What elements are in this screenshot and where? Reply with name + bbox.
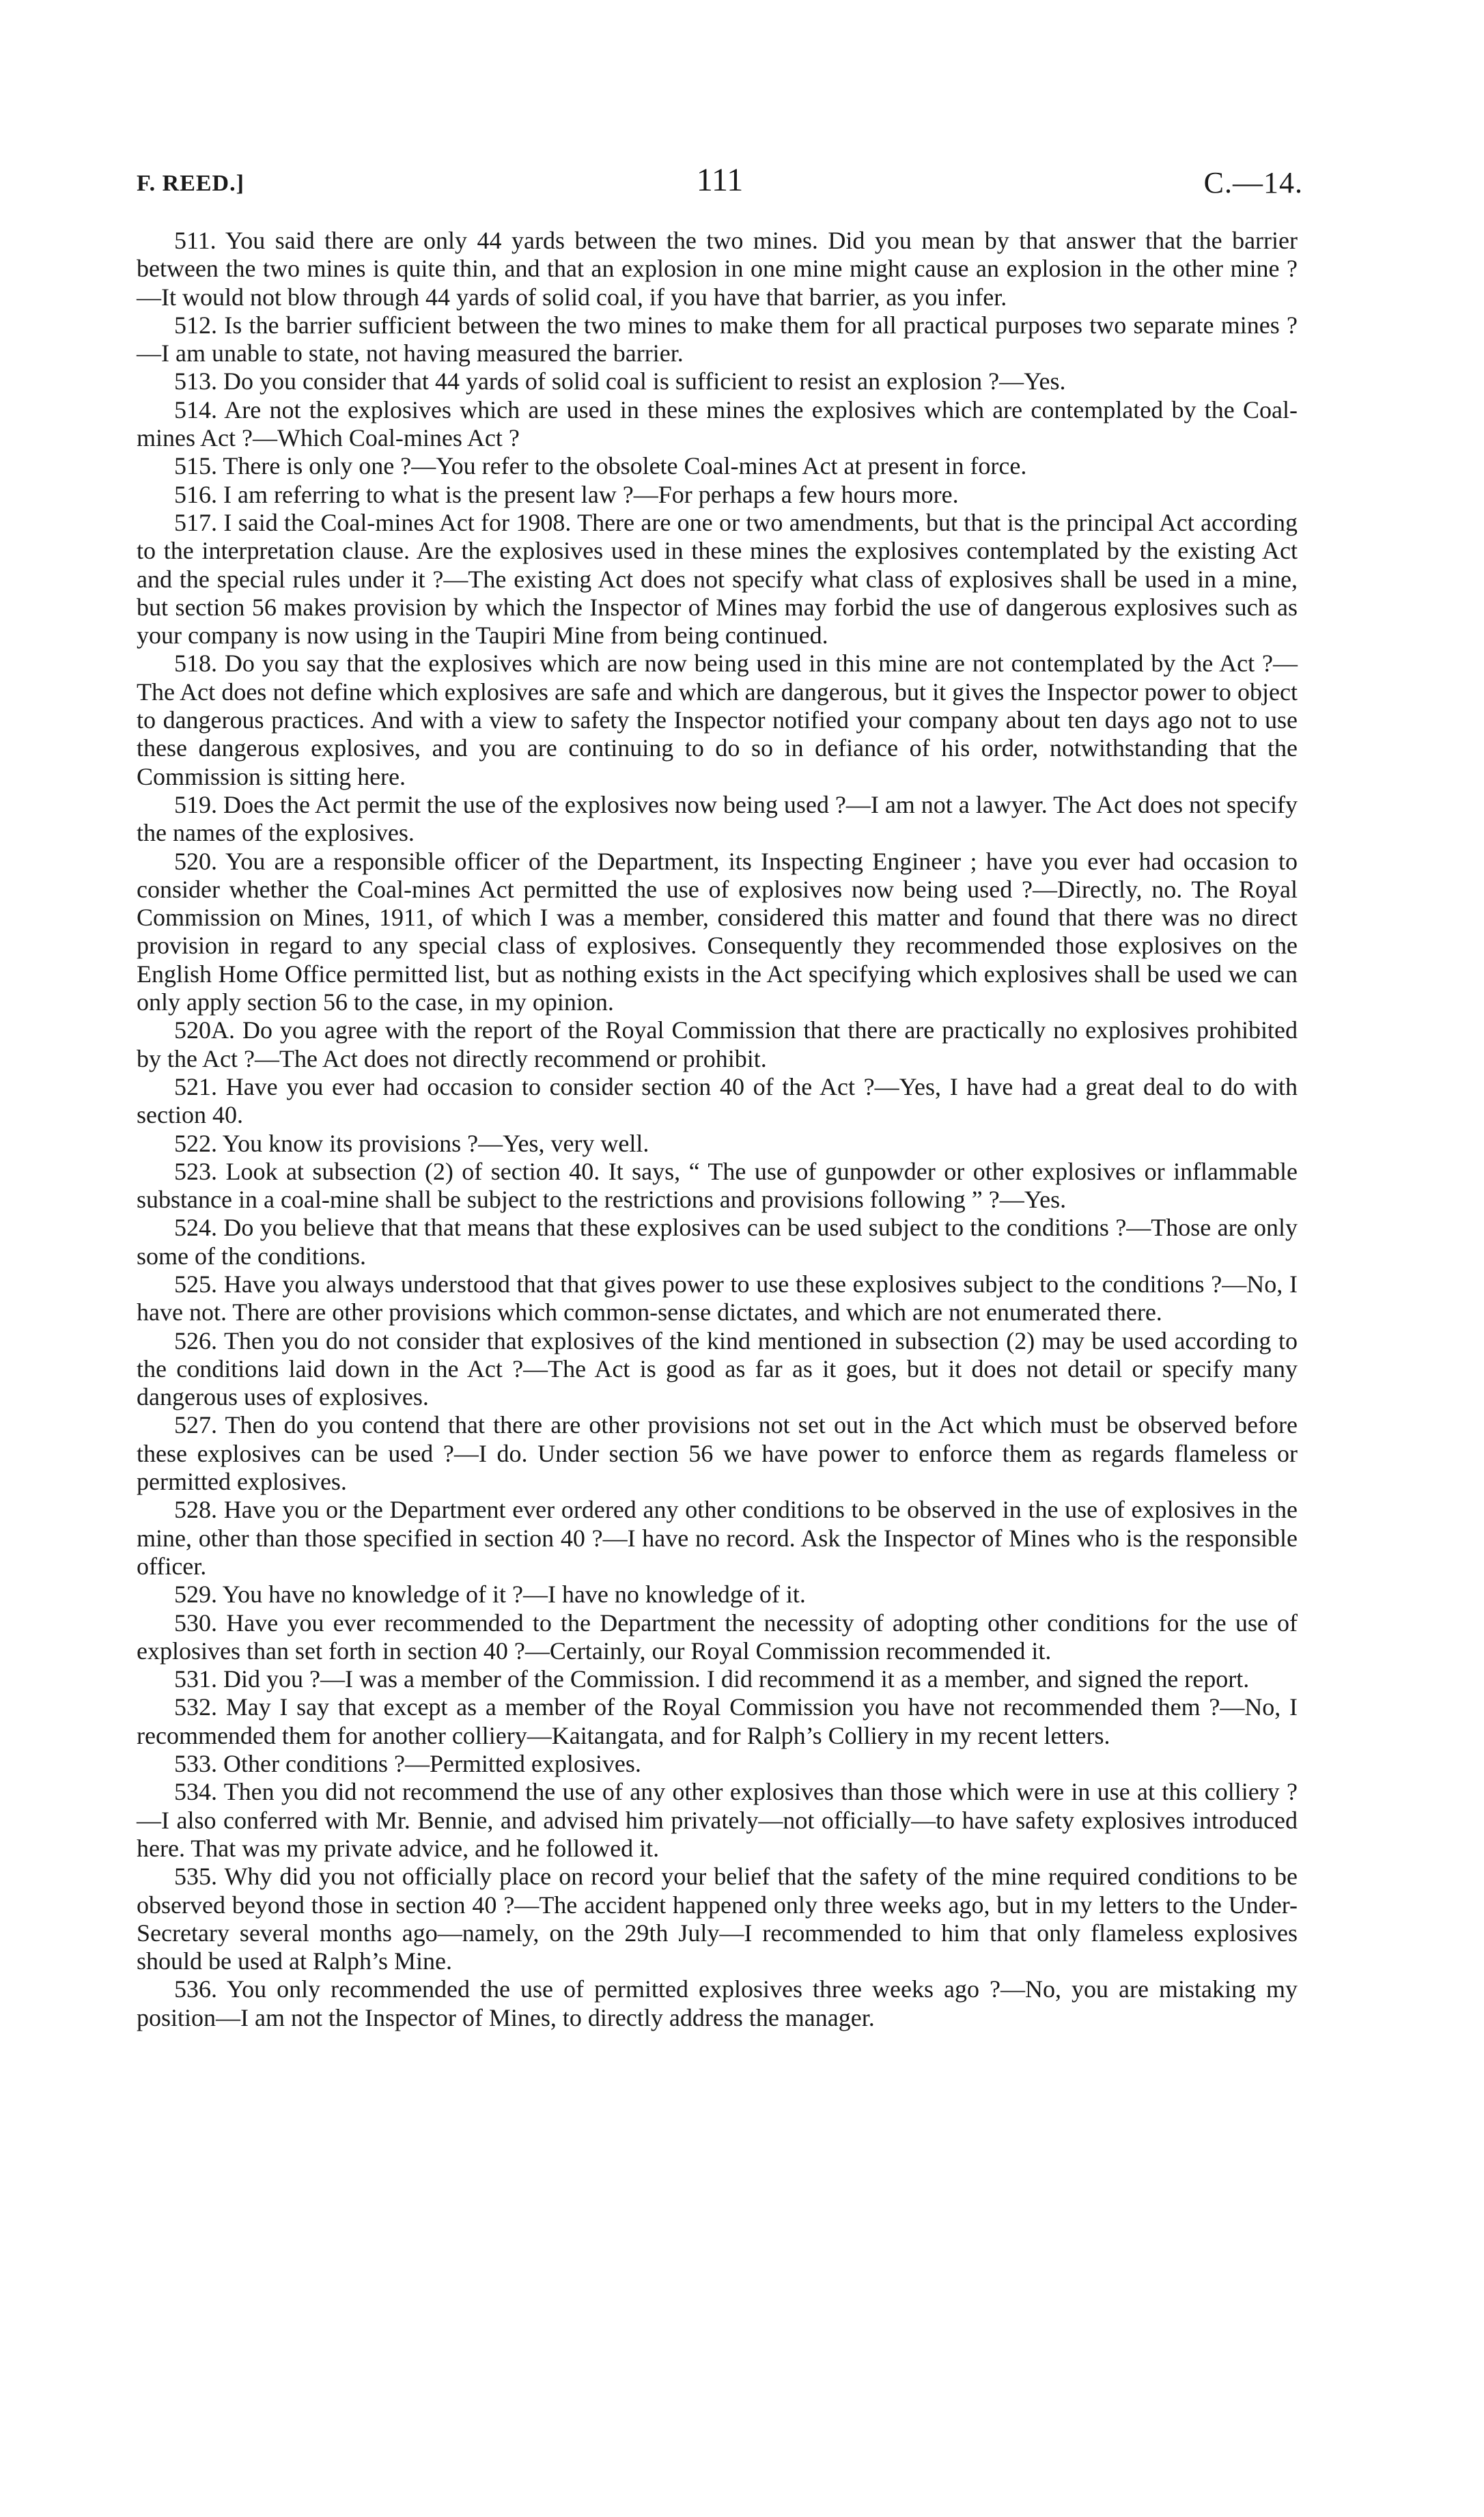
page-header [137, 161, 1303, 202]
evidence-paragraph [137, 1270, 1298, 1327]
question-number: 535. [174, 1863, 217, 1891]
evidence-paragraph [137, 1496, 1298, 1581]
question-text: Then do you contend that there are other provisions not set out in the Act which must be observed before these explosives can be used ?—I do. Under section 56 we have power to enforce them as regards flameless or permitted explosives. [137, 1411, 1298, 1496]
evidence-paragraph [137, 1693, 1298, 1750]
question-text: Do you agree with the report of the Royal Commission that there are practically no explosives prohibited by the Act ?—The Act does not directly recommend or prohibit. [137, 1016, 1298, 1072]
question-text: Have you ever recommended to the Department the necessity of adopting other conditions for the use of explosives than set forth in section 40 ?—Certainly, our Royal Commission recommended it. [137, 1609, 1298, 1665]
question-text: I am referring to what is the present law ?—For perhaps a few hours more. [223, 480, 959, 508]
question-number: 518. [174, 650, 217, 678]
question-text: You have no knowledge of it ?—I have no knowledge of it. [222, 1581, 806, 1609]
question-text: Other conditions ?—Permitted explosives. [223, 1750, 641, 1778]
evidence-paragraph [137, 1975, 1298, 2032]
question-number: 520. [174, 847, 217, 875]
question-text: You are a responsible officer of the Department, its Inspecting Engineer ; have you ever had occasion to consider whether the Coal-mines Act permitted the use of explosives now being used ?—Directly, no. The Royal Commission on Mines, 1911, of which I was a member, considered this matter and found that there was no direct provision in regard to any special class of explosives. Consequently they recommended those explosives on the English Home Office permitted list, but as nothing exists in the Act specifying which explosives shall be used we can only apply section 56 to the case, in my opinion. [137, 847, 1298, 1016]
evidence-paragraph [137, 227, 1298, 311]
question-text: Have you or the Department ever ordered any other conditions to be observed in the use of explosives in the mine, other than those specified in section 40 ?—I have no record. Ask the Inspector of Mines who is the responsible officer. [137, 1496, 1298, 1580]
question-number: 526. [174, 1326, 217, 1354]
question-text: Is the barrier sufficient between the two mines to make them for all practical purposes two separate mines ?—I am unable to state, not having measured the barrier. [137, 311, 1298, 367]
page-number: 111 [696, 162, 744, 198]
evidence-paragraph [137, 1750, 1298, 1778]
evidence-paragraph [137, 481, 1298, 509]
question-text: Do you say that the explosives which are now being used in this mine are not contemplated by the Act ?—The Act does not define which explosives are safe and which are dangerous, but it gives the Inspector power to object to dangerous practices. And with a view to safety the Inspector notified your company about ten days ago not to use these dangerous explosives, and you are continuing to do so in defiance of his order, notwithstanding that the Commission is sitting here. [137, 650, 1298, 790]
evidence-paragraph [137, 1158, 1298, 1214]
question-number: 514. [174, 395, 217, 423]
question-number: 530. [174, 1609, 217, 1637]
question-number: 536. [174, 1975, 217, 2003]
question-number: 534. [174, 1778, 217, 1806]
evidence-paragraph [137, 1411, 1298, 1496]
question-number: 513. [174, 367, 217, 395]
question-text: You know its provisions ?—Yes, very well. [222, 1129, 649, 1157]
question-text: May I say that except as a member of the Royal Commission you have not recommended them ?—No, I recommended them for another colliery—Kaitangata, and for Ralph’s Colliery in my recent letters. [137, 1693, 1298, 1749]
evidence-paragraph [137, 1327, 1298, 1412]
question-number: 523. [174, 1157, 217, 1185]
evidence-paragraph [137, 650, 1298, 790]
question-text: Are not the explosives which are used in these mines the explosives which are contemplated by the Coal-mines Act ?—Which Coal-mines Act ? [137, 395, 1298, 452]
question-text: Does the Act permit the use of the explosives now being used ?—I am not a lawyer. The Act does not specify the names of the explosives. [137, 790, 1298, 847]
question-number: 531. [174, 1665, 217, 1693]
evidence-paragraph [137, 452, 1298, 480]
question-number: 517. [174, 508, 217, 536]
evidence-paragraph [137, 1581, 1298, 1609]
question-text: Have you always understood that that gives power to use these explosives subject to the conditions ?—No, I have not. There are other provisions which common-sense dictates, and which are not enumerated there. [137, 1270, 1298, 1326]
question-text: Did you ?—I was a member of the Commission. I did recommend it as a member, and signed the report. [223, 1665, 1250, 1693]
evidence-body [137, 227, 1298, 2032]
question-text: Look at subsection (2) of section 40. It says, “ The use of gunpowder or other explosives or inflammable substance in a coal-mine shall be subject to the restrictions and provisions following ” ?—Yes. [137, 1157, 1298, 1214]
question-number: 528. [174, 1496, 217, 1524]
question-number: 524. [174, 1214, 217, 1242]
evidence-paragraph [137, 1609, 1298, 1666]
question-number: 511. [174, 227, 216, 254]
question-number: 519. [174, 790, 217, 818]
question-text: You only recommended the use of permitted explosives three weeks ago ?—No, you are mistaking my position—I am not the Inspector of Mines, to directly address the manager. [137, 1975, 1298, 2031]
question-number: 515. [174, 452, 217, 480]
evidence-paragraph [137, 396, 1298, 453]
evidence-paragraph [137, 1214, 1298, 1270]
evidence-paragraph [137, 848, 1298, 1017]
question-number: 527. [174, 1411, 217, 1439]
question-text: You said there are only 44 yards between the two mines. Did you mean by that answer that the barrier between the two mines is quite thin, and that an explosion in one mine might cause an explosion in the other mine ?—It would not blow through 44 yards of solid coal, if you have that barrier, as you infer. [137, 227, 1298, 311]
question-text: Then you do not consider that explosives of the kind mentioned in subsection (2) may be used according to the conditions laid down in the Act ?—The Act is good as far as it goes, but it does not detail or specify many dangerous uses of explosives. [137, 1326, 1298, 1411]
question-text: Then you did not recommend the use of any other explosives than those which were in use at this colliery ?—I also conferred with Mr. Bennie, and advised him privately—not officially—to have safety explosives introduced here. That was my private advice, and he followed it. [137, 1778, 1298, 1862]
evidence-paragraph [137, 1016, 1298, 1073]
question-text: I said the Coal-mines Act for 1908. There are one or two amendments, but that is the principal Act according to the interpretation clause. Are the explosives used in these mines the explosives contemplated by the existing Act and the special rules under it ?—The existing Act does not specify what class of explosives shall be used in a mine, but section 56 makes provision by which the Inspector of Mines may forbid the use of dangerous explosives such as your company is now using in the Taupiri Mine from being continued. [137, 508, 1298, 650]
evidence-paragraph [137, 791, 1298, 848]
question-text: Have you ever had occasion to consider section 40 of the Act ?—Yes, I have had a great deal to do with section 40. [137, 1072, 1298, 1129]
document-reference: C.—14. [1203, 166, 1303, 199]
question-number: 516. [174, 480, 217, 508]
evidence-paragraph [137, 509, 1298, 650]
evidence-paragraph [137, 1665, 1298, 1693]
question-number: 532. [174, 1693, 217, 1721]
evidence-paragraph [137, 1863, 1298, 1975]
evidence-paragraph [137, 311, 1298, 368]
evidence-paragraph [137, 1130, 1298, 1158]
question-number: 525. [174, 1270, 217, 1298]
question-text: Do you believe that that means that these explosives can be used subject to the conditions ?—Those are only some of the conditions. [137, 1214, 1298, 1270]
question-text: There is only one ?—You refer to the obsolete Coal-mines Act at present in force. [223, 452, 1027, 480]
evidence-paragraph [137, 1073, 1298, 1130]
evidence-paragraph [137, 367, 1298, 395]
question-number: 533. [174, 1750, 217, 1778]
question-number: 529. [174, 1581, 217, 1609]
question-number: 521. [174, 1072, 217, 1100]
question-text: Why did you not officially place on record your belief that the safety of the mine required conditions to be observed beyond those in section 40 ?—The accident happened only three weeks ago, but in my letters to the Under-Secretary several months ago—namely, on the 29th July—I recommended to him that only flameless explosives should be used at Ralph’s Mine. [137, 1863, 1298, 1975]
evidence-paragraph [137, 1778, 1298, 1863]
question-text: Do you consider that 44 yards of solid coal is sufficient to resist an explosion ?—Yes. [223, 367, 1066, 395]
question-number: 520A. [174, 1016, 235, 1044]
question-number: 522. [174, 1129, 217, 1157]
witness-name: F. REED.] [137, 171, 244, 196]
question-number: 512. [174, 311, 217, 339]
